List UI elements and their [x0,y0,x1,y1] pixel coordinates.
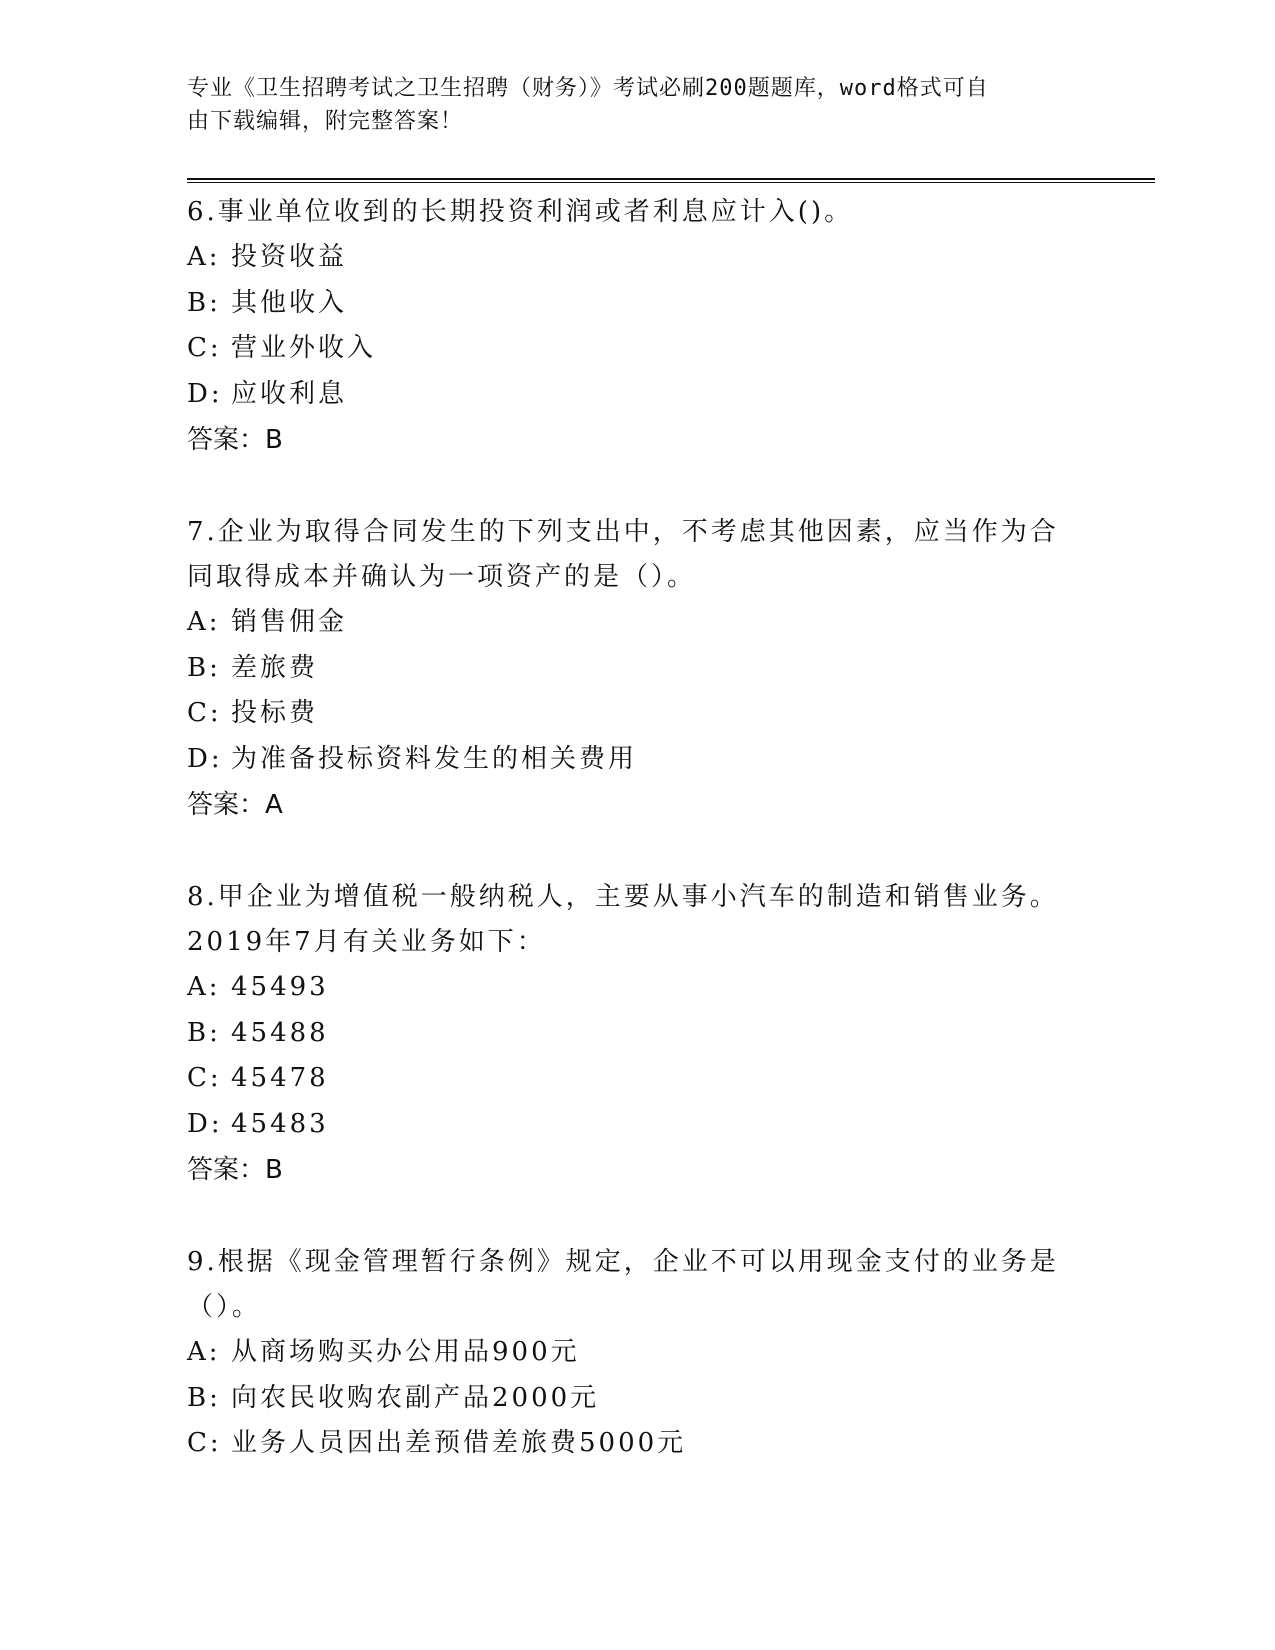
option-b [187,646,1087,692]
header-line-2: 由下载编辑，附完整答案！ [187,109,464,134]
question-list [187,190,1087,1514]
option-text: 销售佣金 [231,607,348,637]
option-a [187,235,1087,281]
option-c [187,1421,1087,1467]
option-c [187,326,1087,372]
option-key: D: [187,378,223,409]
answer: 答案：B [187,1155,283,1185]
option-text: 投标费 [231,698,319,728]
option-d [187,372,1087,418]
option-key: A: [187,1337,221,1367]
question-6 [187,190,1087,463]
option-b [187,1011,1087,1057]
option-d [187,1102,1087,1148]
option-text: 应收利息 [231,378,348,409]
option-key: C: [187,1063,222,1093]
option-c [187,1056,1087,1102]
option-text: 45483 [231,1108,329,1139]
answer: 答案：A [187,790,283,820]
option-text: 45488 [231,1017,329,1048]
document-header [187,72,1067,138]
header-line-1: 专业《卫生招聘考试之卫生招聘（财务）》考试必刷200题题库，word格式可自 [187,76,989,101]
option-b [187,281,1087,327]
option-key: A: [187,242,221,272]
question-8 [187,875,1087,1193]
option-key: B: [187,1017,221,1048]
header-divider-thin [187,182,1155,183]
option-text: 向农民收购农副产品2000元 [231,1382,600,1413]
option-text: 从商场购买办公用品900元 [231,1337,580,1367]
option-key: B: [187,652,221,683]
option-key: D: [187,1108,223,1139]
option-key: C: [187,1428,222,1458]
option-key: B: [187,1382,221,1413]
option-text: 45493 [231,972,329,1002]
option-b [187,1376,1087,1422]
question-9 [187,1240,1087,1467]
option-text: 业务人员因出差预借差旅费5000元 [231,1428,687,1458]
option-text: 差旅费 [231,652,319,683]
header-divider [187,178,1155,180]
question-text: 8.甲企业为增值税一般纳税人，主要从事小汽车的制造和销售业务。2019年7月有关业务如下： [187,882,1059,957]
question-text: 7.企业为取得合同发生的下列支出中，不考虑其他因素，应当作为合同取得成本并确认为一项资产的是（）。 [187,517,1059,592]
option-key: D: [187,743,223,774]
option-key: B: [187,287,221,318]
option-text: 45478 [231,1063,329,1093]
option-text: 为准备投标资料发生的相关费用 [231,743,638,774]
option-key: A: [187,972,221,1002]
option-text: 投资收益 [231,242,348,272]
option-key: A: [187,607,221,637]
option-c [187,691,1087,737]
question-7 [187,510,1087,828]
option-d [187,737,1087,783]
option-a [187,600,1087,646]
option-key: C: [187,698,222,728]
option-text: 营业外收入 [231,333,377,363]
option-a [187,965,1087,1011]
option-text: 其他收入 [231,287,348,318]
answer: 答案：B [187,425,283,455]
option-key: C: [187,333,222,363]
question-text: 6.事业单位收到的长期投资利润或者利息应计入()。 [187,197,854,227]
question-text: 9.根据《现金管理暂行条例》规定，企业不可以用现金支付的业务是（）。 [187,1247,1059,1322]
option-a [187,1330,1087,1376]
